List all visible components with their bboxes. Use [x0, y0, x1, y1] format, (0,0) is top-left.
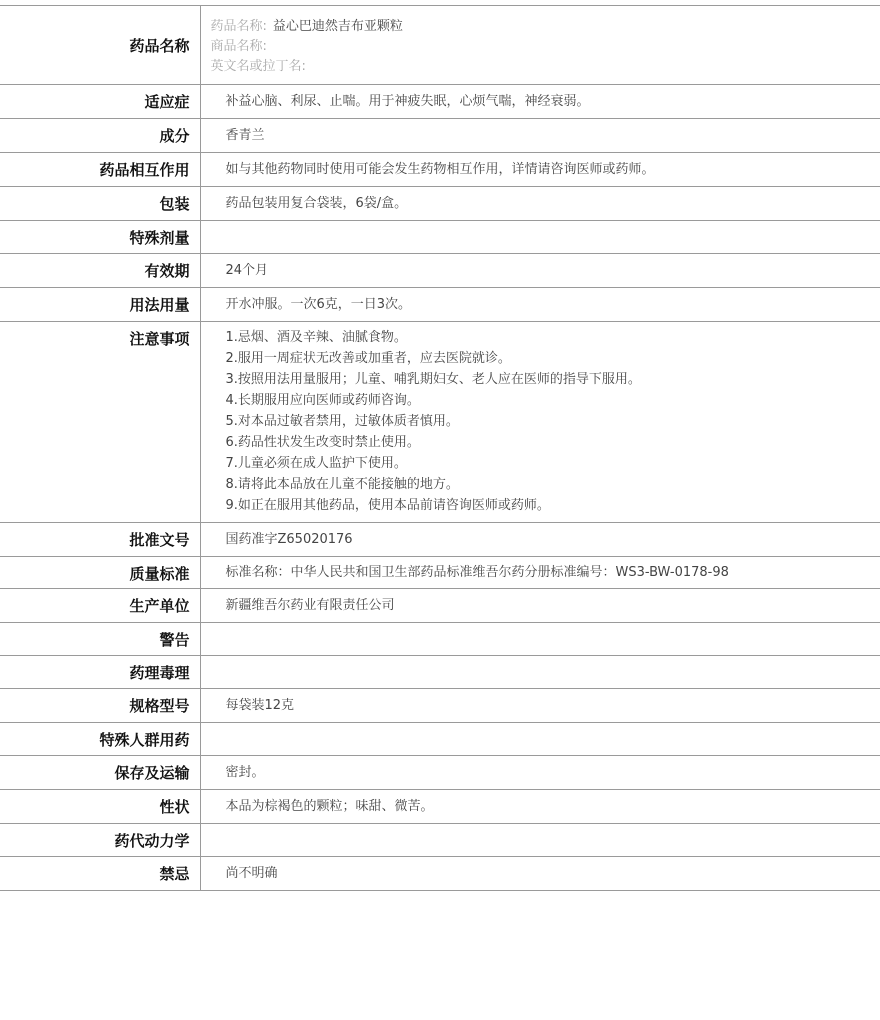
list-item: 6.药品性状发生改变时禁止使用。: [225, 435, 420, 450]
list-item: 8.请将此本品放在儿童不能接触的地方。: [225, 477, 459, 492]
pharmacokinetics-value: [200, 824, 880, 857]
precautions-header: 注意事项: [0, 322, 200, 523]
precautions-list: [226, 327, 871, 516]
warning-header: 警告: [0, 623, 200, 656]
shelf-life-header: 有效期: [0, 254, 200, 288]
english-name-line: [211, 57, 871, 77]
storage-value: 密封。: [225, 765, 265, 780]
generic-name-line: [211, 17, 871, 37]
list-item: 7.儿童必须在成人监护下使用。: [225, 456, 407, 471]
row-storage: [0, 756, 880, 790]
generic-name-value: 益心巴迪然吉布亚颗粒: [272, 19, 403, 34]
precautions-cell: [200, 322, 880, 523]
drug-name-cell: [200, 6, 880, 85]
list-item: 2.服用一周症状无改善或加重者，应去医院就诊。: [225, 351, 511, 366]
contraindications-header: 禁忌: [0, 857, 200, 891]
row-ingredients: [0, 119, 880, 153]
row-manufacturer: [0, 589, 880, 623]
row-contraindications: [0, 857, 880, 891]
trade-name-label: 商品名称:: [210, 39, 267, 54]
pharmacology-value: [200, 656, 880, 689]
quality-standard-value: 标准名称：中华人民共和国卫生部药品标准维吾尔药分册标准编号：WS3-BW-0178-98: [225, 565, 729, 580]
english-name-label: 英文名或拉丁名:: [210, 59, 306, 74]
generic-name-label: 药品名称:: [210, 19, 267, 34]
approval-number-header: 批准文号: [0, 523, 200, 557]
row-special-population: [0, 723, 880, 756]
special-dosage-header: 特殊剂量: [0, 221, 200, 254]
packaging-header: 包装: [0, 187, 200, 221]
description-value: 本品为棕褐色的颗粒；味甜、微苦。: [225, 799, 434, 814]
interactions-header: 药品相互作用: [0, 153, 200, 187]
usage-header: 用法用量: [0, 288, 200, 322]
usage-value: 开水冲服。一次6克，一日3次。: [225, 297, 412, 312]
indications-value: 补益心脑、利尿、止喘。用于神疲失眠，心烦气喘，神经衰弱。: [225, 94, 590, 109]
list-item: 3.按照用法用量服用；儿童、哺乳期妇女、老人应在医师的指导下服用。: [225, 372, 641, 387]
row-interactions: [0, 153, 880, 187]
quality-standard-header: 质量标准: [0, 557, 200, 589]
interactions-value: 如与其他药物同时使用可能会发生药物相互作用，详情请咨询医师或药师。: [225, 162, 655, 177]
row-pharmacokinetics: [0, 824, 880, 857]
drug-spec-table: [0, 5, 880, 891]
list-item: 9.如正在服用其他药品，使用本品前请咨询医师或药师。: [225, 498, 550, 513]
packaging-value: 药品包装用复合袋装，6袋/盒。: [225, 196, 408, 211]
row-pharmacology: [0, 656, 880, 689]
specification-value: 每袋装12克: [225, 698, 295, 713]
row-specification: [0, 689, 880, 723]
contraindications-value: 尚不明确: [225, 866, 278, 881]
list-item: 5.对本品过敏者禁用，过敏体质者慎用。: [225, 414, 459, 429]
quality-standard-cell: [200, 557, 880, 589]
pharmacokinetics-header: 药代动力学: [0, 824, 200, 857]
special-population-header: 特殊人群用药: [0, 723, 200, 756]
list-item: 1.忌烟、酒及辛辣、油腻食物。: [225, 330, 407, 345]
row-special-dosage: [0, 221, 880, 254]
row-indications: [0, 85, 880, 119]
row-drug-name: [0, 6, 880, 85]
row-warning: [0, 623, 880, 656]
row-shelf-life: [0, 254, 880, 288]
row-approval-number: [0, 523, 880, 557]
pharmacology-header: 药理毒理: [0, 656, 200, 689]
row-usage: [0, 288, 880, 322]
row-precautions: [0, 322, 880, 523]
row-packaging: [0, 187, 880, 221]
trade-name-line: [211, 37, 871, 57]
indications-header: 适应症: [0, 85, 200, 119]
special-dosage-value: [200, 221, 880, 254]
storage-header: 保存及运输: [0, 756, 200, 790]
approval-number-value: 国药准字Z65020176: [225, 532, 353, 547]
manufacturer-header: 生产单位: [0, 589, 200, 623]
warning-value: [200, 623, 880, 656]
row-quality-standard: [0, 557, 880, 589]
drug-name-header: 药品名称: [0, 6, 200, 85]
specification-header: 规格型号: [0, 689, 200, 723]
row-description: [0, 790, 880, 824]
description-header: 性状: [0, 790, 200, 824]
manufacturer-value: 新疆维吾尔药业有限责任公司: [225, 598, 395, 613]
shelf-life-value: 24个月: [225, 263, 269, 278]
ingredients-header: 成分: [0, 119, 200, 153]
special-population-value: [200, 723, 880, 756]
ingredients-value: 香青兰: [225, 128, 265, 143]
list-item: 4.长期服用应向医师或药师咨询。: [225, 393, 420, 408]
